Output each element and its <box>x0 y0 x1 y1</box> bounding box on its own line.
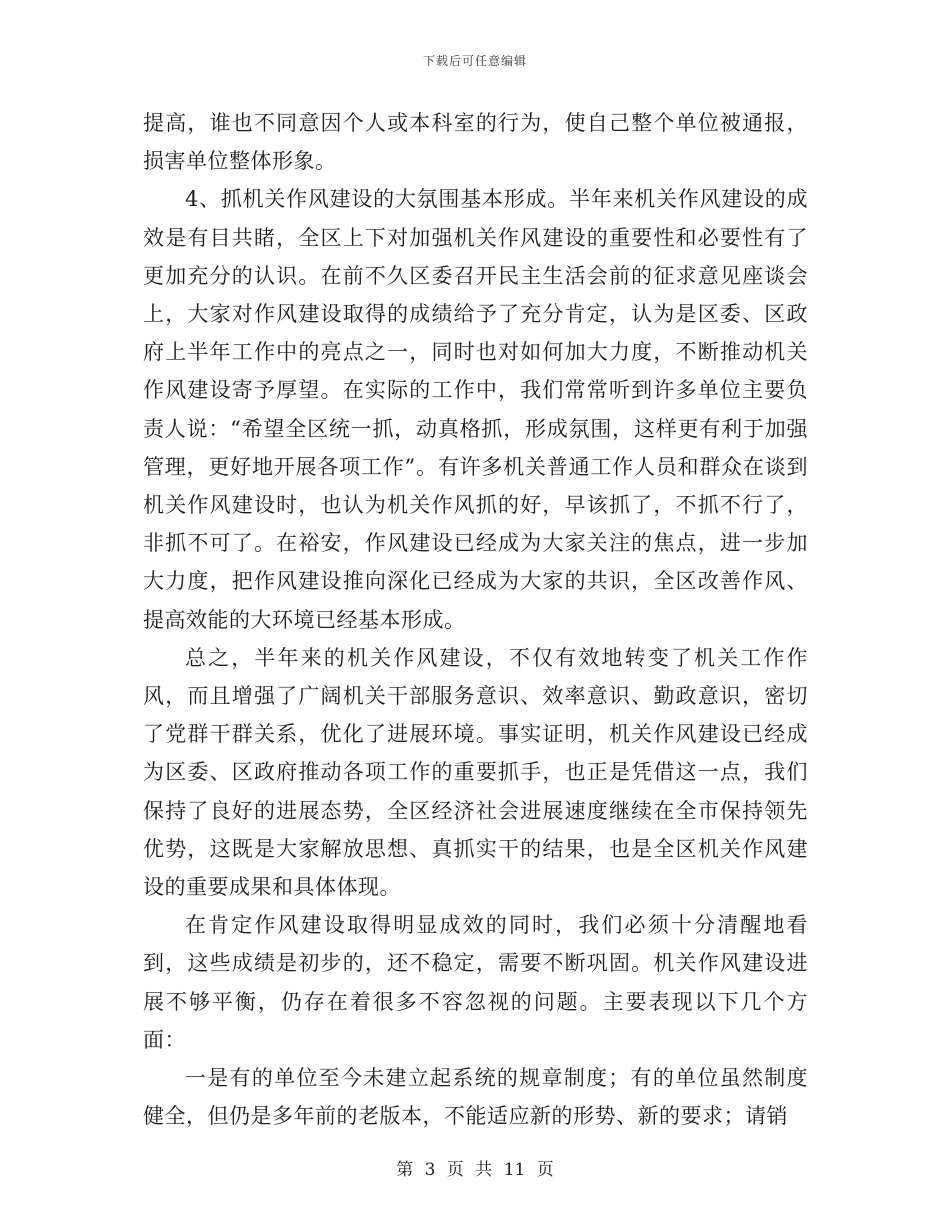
paragraph-item-4: 4、抓机关作风建设的大氛围基本形成。半年来机关作风建设的成效是有目共睹，全区上下对加强机关作风建设的重要性和必要性有了更加充分的认识。在前不久区委召开民主生活会前的征求意见座谈会上，大家对作风建设取得的成绩给予了充分肯定，认为是区委、区政府上半年工作中的亮点之一，同时也对如何加大力度，不断推动机关作风建设寄予厚望。在实际的工作中，我们常常听到许多单位主要负责人说：“希望全区统一抓，动真格抓，形成氛围，这样更有利于加强管理，更好地开展各项工作”。有许多机关普通工作人员和群众在谈到机关作风建设时，也认为机关作风抓的好，早该抓了，不抓不行了，非抓不可了。在裕安，作风建设已经成为大家关注的焦点，进一步加大力度，把作风建设推向深化已经成为大家的共识，全区改善作风、提高效能的大环境已经基本形成。 <box>143 187 808 632</box>
paragraph-problems-intro: 在肯定作风建设取得明显成效的同时，我们必须十分清醒地看到，这些成绩是初步的，还不稳定，需要不断巩固。机关作风建设进展不够平衡，仍存在着很多不容忽视的问题。主要表现以下几个方面： <box>143 913 808 1052</box>
paragraph-summary: 总之，半年来的机关作风建设，不仅有效地转变了机关工作作风，而且增强了广阔机关干部服务意识、效率意识、勤政意识，密切了党群干群关系，优化了进展环境。事实证明，机关作风建设已经成为区委、区政府推动各项工作的重要抓手，也正是凭借这一点，我们保持了良好的进展态势，全区经济社会进展速度继续在全市保持领先优势，这既是大家解放思想、真抓实干的结果，也是全区机关作风建设的重要成果和具体体现。 <box>143 645 808 900</box>
paragraph-problem-1: 一是有的单位至今未建立起系统的规章制度；有的单位虽然制度健全，但仍是多年前的老版本，不能适应新的形势、新的要求；请销 <box>143 1066 808 1129</box>
page-header-note: 下载后可任意编辑 <box>422 54 527 68</box>
paragraph-continuation: 提高，谁也不同意因个人或本科室的行为，使自己整个单位被通报，损害单位整体形象。 <box>143 111 808 174</box>
document-body <box>143 104 808 1135</box>
page-number: 第 3 页 共 11 页 <box>396 1160 554 1180</box>
